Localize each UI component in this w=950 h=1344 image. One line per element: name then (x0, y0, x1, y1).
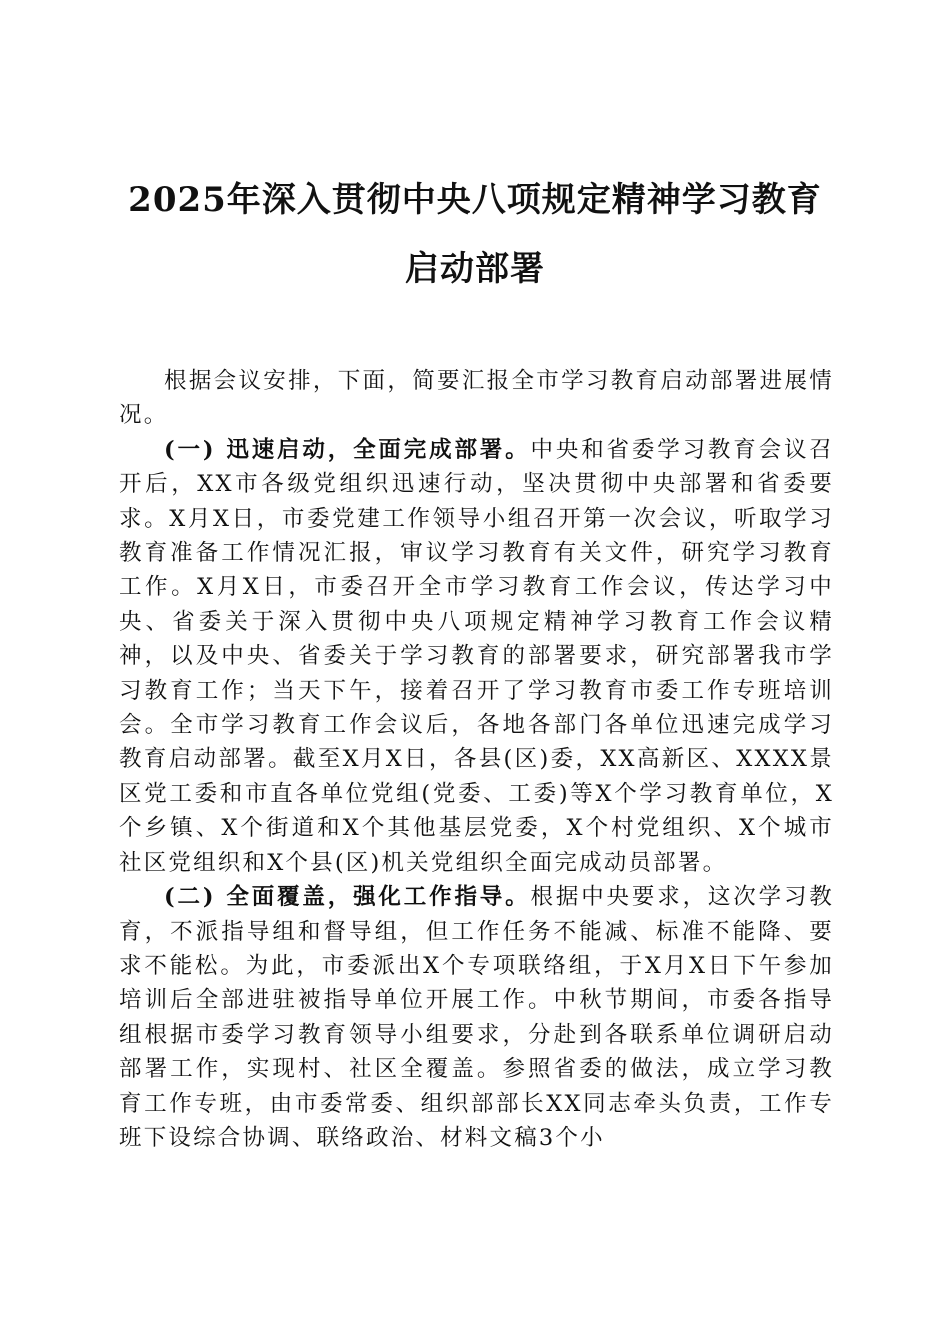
section-2-text: 根据中央要求，这次学习教育，不派指导组和督导组，但工作任务不能减、标准不能降、要求不能松。为此，市委派出X个专项联络组，于X月X日下午参加培训后全部进驻被指导单位开展工作。中秋节期间，市委各指导组根据市委学习教育领导小组要求，分赴到各联系单位调研启动部署工作，实现村、社区全覆盖。参照省委的做法，成立学习教育工作专班，由市委常委、组织部部长XX同志牵头负责，工作专班下设综合协调、联络政治、材料文稿3个小 (119, 884, 834, 1151)
document-title-line-1: 2025年深入贯彻中央八项规定精神学习教育 (128, 180, 822, 220)
section-2-paragraph (119, 880, 834, 1155)
document-title-line-2: 启动部署 (405, 249, 545, 289)
section-1-heading: (一) 迅速启动，全面完成部署。 (164, 436, 531, 463)
section-1-text: 中央和省委学习教育会议召开后，XX市各级党组织迅速行动，坚决贯彻中央部署和省委要求。X月X日，市委党建工作领导小组召开第一次会议，听取学习教育准备工作情况汇报，审议学习教育有关文件，研究学习教育工作。X月X日，市委召开全市学习教育工作会议，传达学习中央、省委关于深入贯彻中央八项规定精神学习教育工作会议精神，以及中央、省委关于学习教育的部署要求，研究部署我市学习教育工作；当天下午，接着召开了学习教育市委工作专班培训会。全市学习教育工作会议后，各地各部门各单位迅速完成学习教育启动部署。截至X月X日，各县(区)委，XX高新区、XXXX景区党工委和市直各单位党组(党委、工委)等X个学习教育单位，X个乡镇、X个街道和X个其他基层党委，X个村党组织、X个城市社区党组织和X个县(区)机关党组织全面完成动员部署。 (119, 436, 834, 876)
document-body (119, 364, 834, 1155)
section-2-heading: (二) 全面覆盖，强化工作指导。 (164, 884, 531, 911)
section-1-paragraph (119, 433, 834, 880)
intro-paragraph: 根据会议安排，下面，简要汇报全市学习教育启动部署进展情况。 (119, 368, 834, 429)
